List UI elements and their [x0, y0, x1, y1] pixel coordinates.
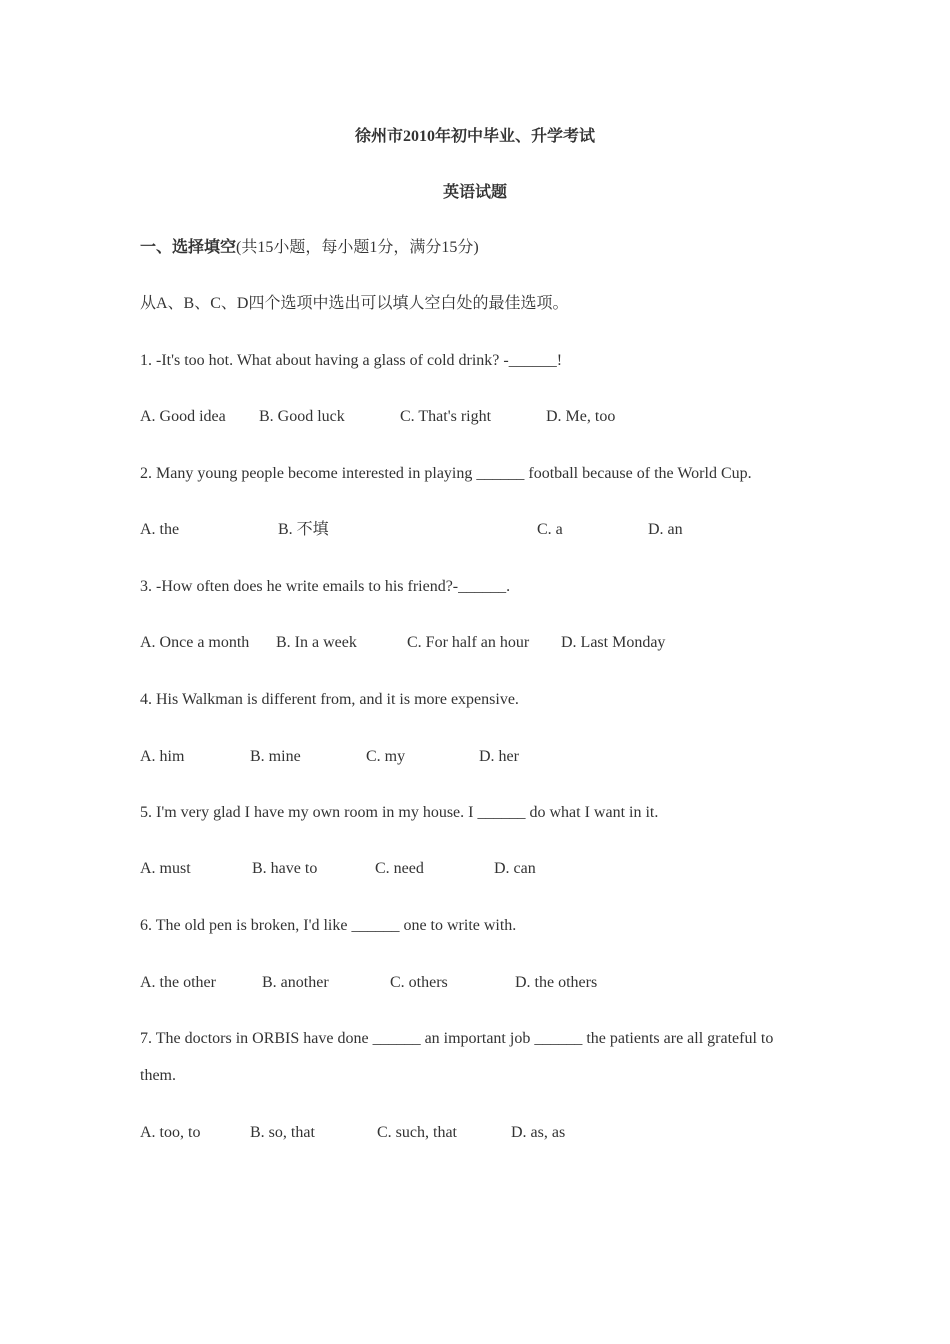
option-a: A. Once a month	[140, 634, 250, 651]
section-heading-label: 一、选择填空	[140, 239, 237, 256]
question-stem: 1. -It's too hot. What about having a glass of cold drink? -______!	[140, 352, 563, 369]
option-c: C. need	[375, 860, 424, 877]
question-stem: 4. His Walkman is different from, and it is more expensive.	[140, 691, 519, 708]
option-b: B. Good luck	[259, 408, 345, 425]
option-c: C. a	[537, 521, 563, 538]
option-d: D. as, as	[511, 1124, 566, 1141]
option-c: C. For half an hour	[407, 634, 530, 651]
section-heading	[140, 238, 479, 258]
option-b: B. so, that	[250, 1124, 315, 1141]
question-stem: 7. The doctors in ORBIS have done ______ an important job ______ the patients are all grateful to	[140, 1030, 774, 1047]
page-subtitle: 英语试题	[442, 184, 507, 201]
option-d: D. Last Monday	[561, 634, 666, 651]
option-d: D. the others	[515, 974, 598, 991]
question-stem: 5. I'm very glad I have my own room in my house. I ______ do what I want in it.	[140, 804, 659, 821]
question-stem: 3. -How often does he write emails to his friend?-______.	[140, 578, 511, 595]
page-title: 徐州市2010年初中毕业、升学考试	[354, 128, 595, 145]
option-d: D. her	[479, 748, 519, 765]
option-b: B. mine	[250, 748, 301, 765]
option-a: A. the	[140, 521, 180, 538]
option-a: A. the other	[140, 974, 216, 991]
option-b: B. have to	[252, 860, 318, 877]
option-d: D. an	[648, 521, 683, 538]
option-c: C. others	[390, 974, 448, 991]
section-heading-note: (共15小题，每小题1分，满分15分)	[236, 239, 479, 256]
option-a: A. must	[140, 860, 191, 877]
option-d: D. Me, too	[546, 408, 616, 425]
option-b: B. In a week	[276, 634, 357, 651]
option-a: A. Good idea	[140, 408, 226, 425]
option-a: A. him	[140, 748, 185, 765]
option-d: D. can	[494, 860, 536, 877]
option-c: C. That's right	[400, 408, 492, 425]
question-stem: 2. Many young people become interested in playing ______ football because of the World Cup.	[140, 465, 752, 482]
option-a: A. too, to	[140, 1124, 201, 1141]
option-c: C. such, that	[377, 1124, 457, 1141]
option-b: B. another	[262, 974, 329, 991]
question-stem-continued: them.	[140, 1067, 176, 1084]
option-b: B. 不填	[278, 521, 329, 538]
question-stem: 6. The old pen is broken, I'd like ______ one to write with.	[140, 917, 517, 934]
option-c: C. my	[366, 748, 406, 765]
section-instruction: 从A、B、C、D四个选项中选出可以填人空白处的最佳选项。	[140, 295, 569, 312]
